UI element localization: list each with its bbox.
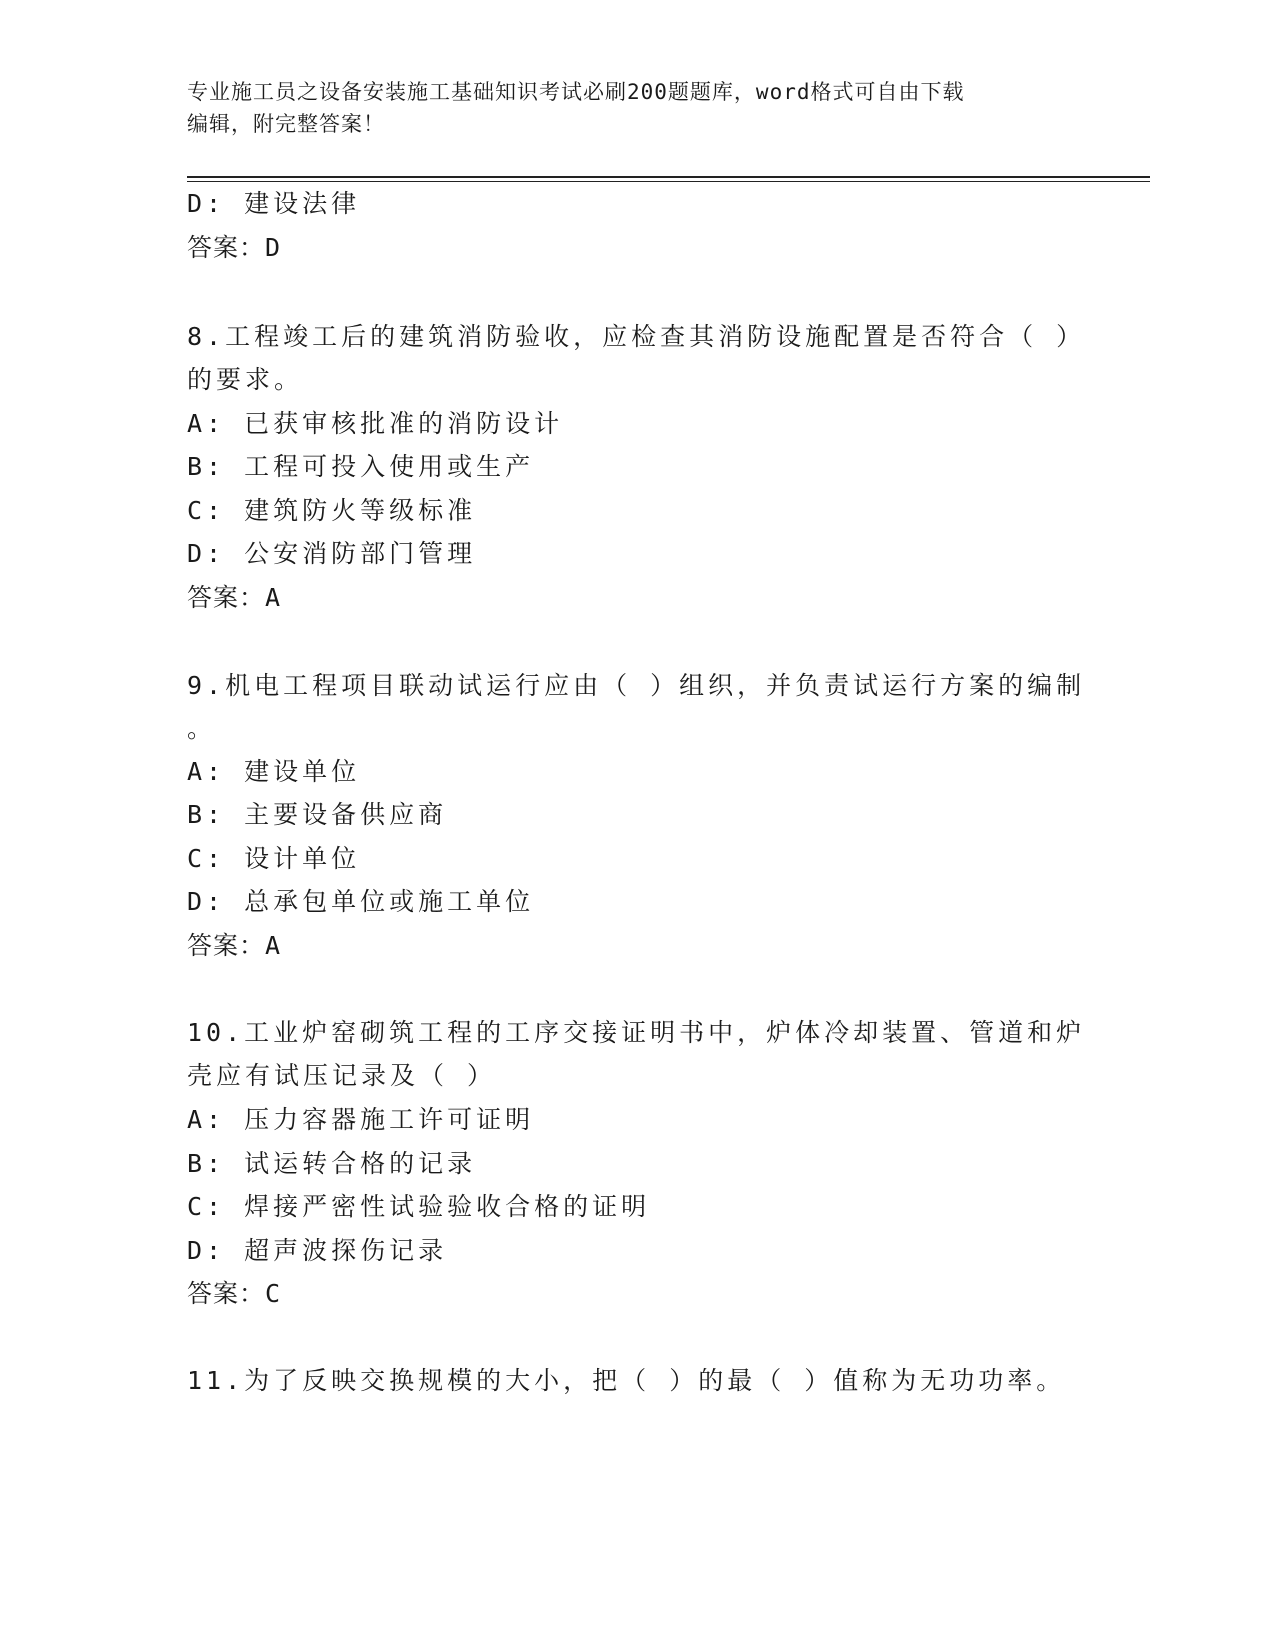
q10-option-a: A: 压力容器施工许可证明 [187,1105,535,1134]
q10-answer: 答案：C [187,1279,282,1308]
q9-stem-line-2: 。 [187,714,217,743]
q10-option-b: B: 试运转合格的记录 [187,1149,477,1178]
header-divider [187,176,1150,178]
q10-stem-line-2: 壳应有试压记录及（ ） [187,1061,497,1090]
prev-option-d: D: 建设法律 [187,189,361,218]
q9-answer: 答案：A [187,931,282,960]
q9-option-b: B: 主要设备供应商 [187,800,448,829]
q8-option-d: D: 公安消防部门管理 [187,539,477,568]
prev-answer: 答案：D [187,233,282,262]
q8-answer: 答案：A [187,583,282,612]
q10-stem-line-1: 10.工业炉窑砌筑工程的工序交接证明书中，炉体冷却装置、管道和炉 [187,1018,1086,1047]
q8-stem-line-2: 的要求。 [187,365,304,394]
header-line-2: 编辑，附完整答案！ [187,112,385,136]
q9-option-a: A: 建设单位 [187,757,361,786]
q8-option-c: C: 建筑防火等级标准 [187,496,477,525]
header-line-1: 专业施工员之设备安装施工基础知识考试必刷200题题库，word格式可自由下载 [187,80,965,104]
document-header [187,76,1077,140]
q9-option-c: C: 设计单位 [187,844,361,873]
q8-option-a: A: 已获审核批准的消防设计 [187,409,564,438]
q8-stem-line-1: 8.工程竣工后的建筑消防验收，应检查其消防设施配置是否符合（ ） [187,322,1086,351]
header-divider-thin [187,181,1150,182]
q9-option-d: D: 总承包单位或施工单位 [187,887,535,916]
q9-stem-line-1: 9.机电工程项目联动试运行应由（ ）组织，并负责试运行方案的编制 [187,671,1086,700]
q10-option-c: C: 焊接严密性试验验收合格的证明 [187,1192,651,1221]
q10-option-d: D: 超声波探伤记录 [187,1236,448,1265]
q11-stem-line-1: 11.为了反映交换规模的大小，把（ ）的最（ ）值称为无功功率。 [187,1366,1066,1395]
q8-option-b: B: 工程可投入使用或生产 [187,452,535,481]
